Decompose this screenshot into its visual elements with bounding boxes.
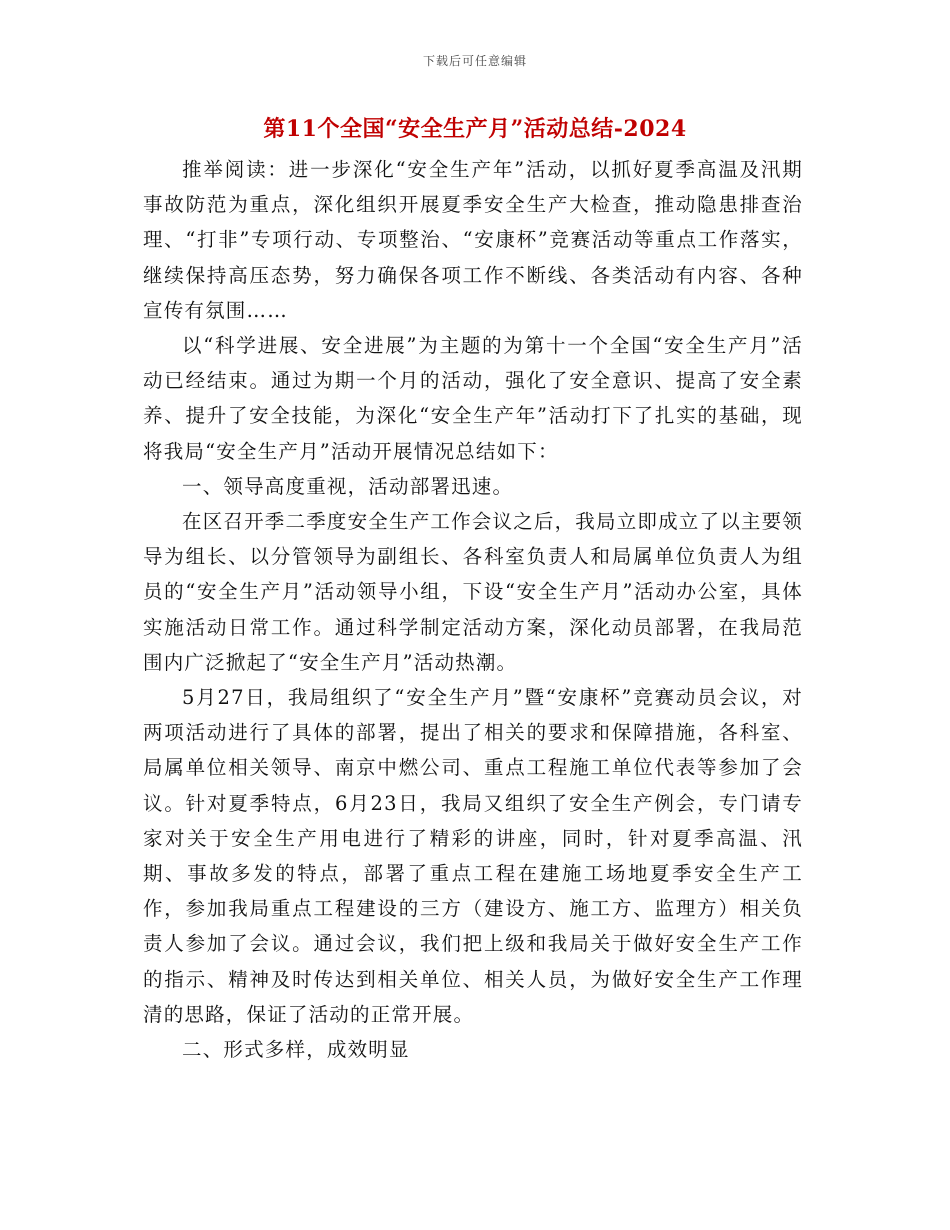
paragraph-leadership-group: 在区召开季二季度安全生产工作会议之后，我局立即成立了以主要领导为组长、以分管领导为副组长、各科室负责人和局属单位负责人为组员的“安全生产月”活动领导小组，下设“安全生产月”活动办公室，具体实施活动日常工作。通过科学制定活动方案，深化动员部署，在我局范围内广泛掀起了“安全生产月”活动热潮。 bbox=[143, 510, 804, 674]
section-heading-1: 一、领导高度重视，活动部署迅速。 bbox=[182, 474, 514, 498]
section-heading-2: 二、形式多样，成效明显 bbox=[182, 1038, 410, 1062]
document-title: 第11个全国“安全生产月”活动总结-2024 bbox=[263, 116, 687, 142]
paragraph-intro: 以“科学进展、安全进展”为主题的为第十一个全国“安全生产月”活动已经结束。通过为期一个月的活动，强化了安全意识、提高了安全素养、提升了安全技能，为深化“安全生产年”活动打下了扎实的基础，现将我局“安全生产月”活动开展情况总结如下： bbox=[143, 334, 803, 463]
page-header-note: 下载后可任意编辑 bbox=[422, 54, 527, 68]
paragraph-recommended-reading: 推举阅读：进一步深化“安全生产年”活动，以抓好夏季高温及汛期事故防范为重点，深化组织开展夏季安全生产大检查，推动隐患排查治理、“打非”专项行动、专项整治、“安康杯”竞赛活动等重点工作落实，继续保持高压态势，努力确保各项工作不断线、各类活动有内容、各种宣传有氛围…… bbox=[143, 158, 803, 322]
document-body bbox=[143, 152, 803, 1067]
paragraph-meetings: 5月27日，我局组织了“安全生产月”暨“安康杯”竞赛动员会议，对两项活动进行了具体的部署，提出了相关的要求和保障措施，各科室、局属单位相关领导、南京中燃公司、重点工程施工单位代表等参加了会议。针对夏季特点，6月23日，我局又组织了安全生产例会，专门请专家对关于安全生产用电进行了精彩的讲座，同时，针对夏季高温、汛期、事故多发的特点，部署了重点工程在建施工场地夏季安全生产工作，参加我局重点工程建设的三方（建设方、施工方、监理方）相关负责人参加了会议。通过会议，我们把上级和我局关于做好安全生产工作的指示、精神及时传达到相关单位、相关人员，为做好安全生产工作理清的思路，保证了活动的正常开展。 bbox=[143, 686, 803, 1026]
